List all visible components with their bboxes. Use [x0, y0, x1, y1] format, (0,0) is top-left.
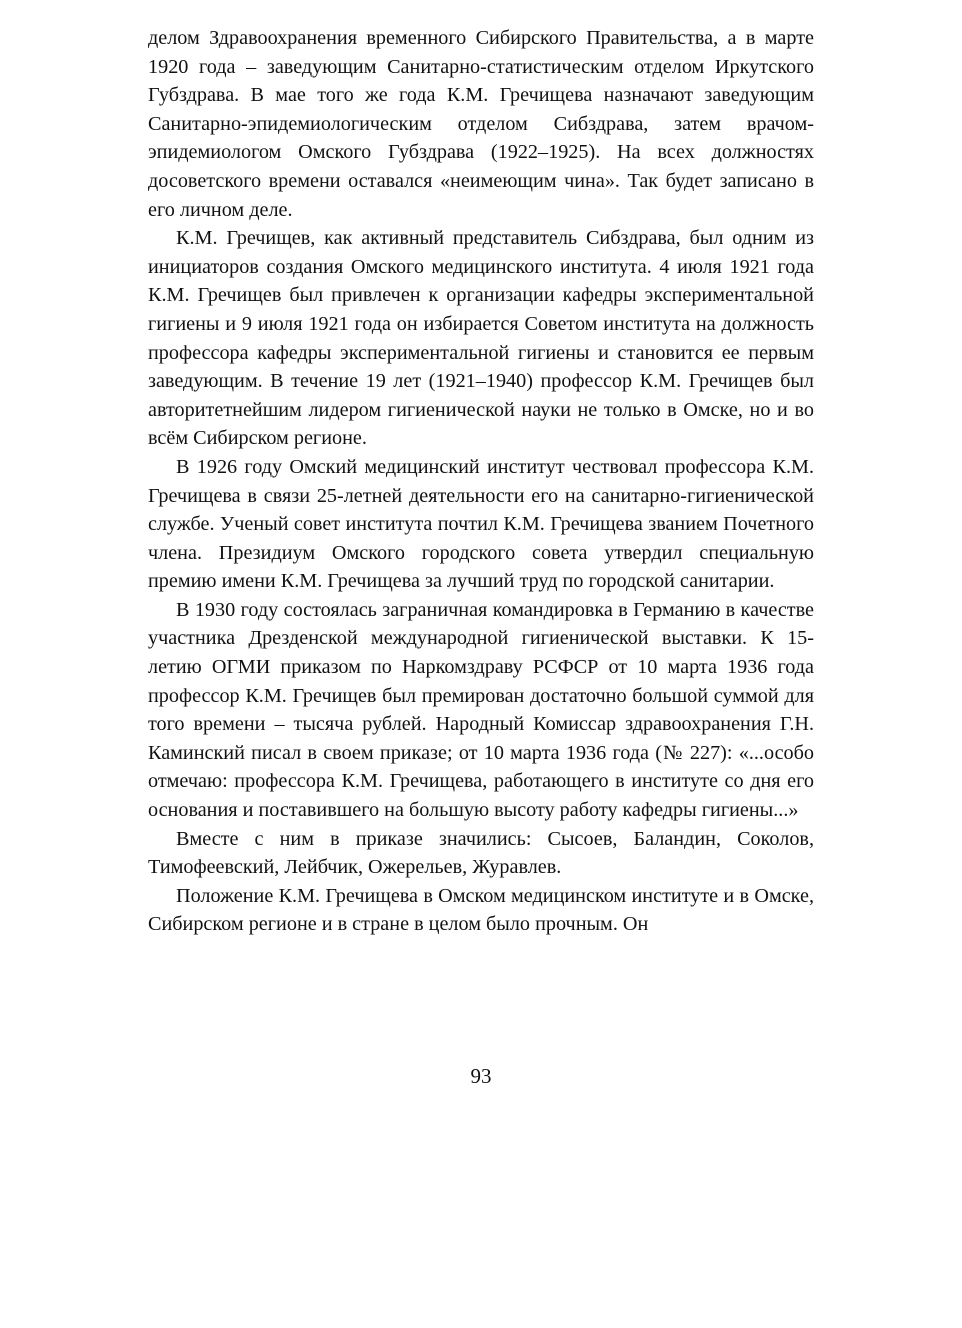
paragraph-6: Положение К.М. Гречищева в Омском медицинском институте и в Омске, Сибирском регионе и в стране в целом было прочным. Он — [148, 884, 814, 936]
page-body — [148, 24, 814, 939]
paragraph-1: делом Здравоохранения временного Сибирского Правительства, а в марте 1920 года – заведующим Санитарно-статистическим отделом Иркутского Губздрава. В мае того же года К.М. Гречищева назначают заведующим Санитарно-эпидемиологическим отделом Сибздрава, затем врачом-эпидемиологом Омского Губздрава (1922–1925). На всех должностях досоветского времени оставался «неимеющим чина». Так будет записано в его личном деле. — [148, 27, 814, 221]
paragraph-3: В 1926 году Омский медицинский институт чествовал профессора К.М. Гречищева в связи 25-летней деятельности его на санитарно-гигиенической службе. Ученый совет института почтил К.М. Гречищева званием Почетного члена. Президиум Омского городского совета утвердил специальную премию имени К.М. Гречищева за лучший труд по городской санитарии. — [148, 455, 814, 593]
paragraph-2: К.М. Гречищев, как активный представитель Сибздрава, был одним из инициаторов создания Омского медицинского института. 4 июля 1921 года К.М. Гречищев был привлечен к организации кафедры экспериментальной гигиены и 9 июля 1921 года он избирается Советом института на должность профессора кафедры экспериментальной гигиены и становится ее первым заведующим. В течение 19 лет (1921–1940) профессор К.М. Гречищев был авторитетнейшим лидером гигиенической науки не только в Омске, но и во всём Сибирском регионе. — [148, 227, 814, 450]
page-number: 93 — [470, 1064, 492, 1088]
paragraph-4: В 1930 году состоялась заграничная командировка в Германию в качестве участника Дрезденской международной гигиенической выставки. К 15-летию ОГМИ приказом по Наркомздраву РСФСР от 10 марта 1936 года профессор К.М. Гречищев был премирован достаточно большой суммой для того времени – тысяча рублей. Народный Комиссар здравоохранения Г.Н. Каминский писал в своем приказе; от 10 марта 1936 года (№ 227): «...особо отмечаю: профессора К.М. Гречищева, работающего в институте со дня его основания и поставившего на большую высоту работу кафедры гигиены...» — [148, 598, 814, 822]
paragraph-5: Вместе с ним в приказе значились: Сысоев, Баландин, Соколов, Тимофеевский, Лейбчик, Ожерельев, Журавлев. — [148, 827, 814, 879]
